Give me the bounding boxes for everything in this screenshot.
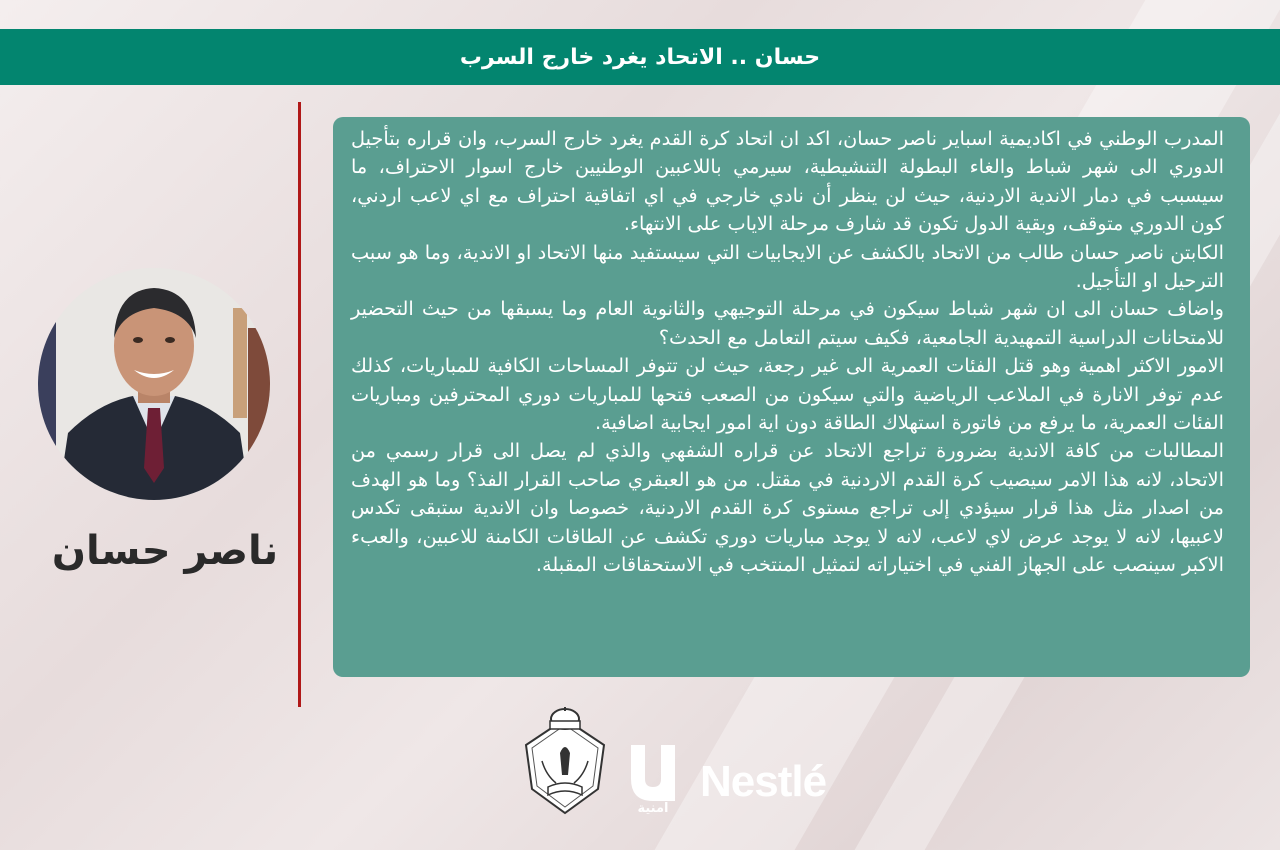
umniah-u-icon — [625, 745, 681, 801]
person-name: ناصر حسان — [51, 528, 279, 574]
portrait-photo — [38, 268, 270, 500]
article-paragraph: الكابتن ناصر حسان طالب من الاتحاد بالكشف عن الايجابيات التي سيستفيد منها الاتحاد او الاندية، وما هو سبب الترحيل او التأجيل. — [351, 240, 1224, 293]
article-paragraph: الامور الاكثر اهمية وهو قتل الفئات العمرية الى غير رجعة، حيث لن تتوفر المساحات الكافية للمباريات، كذلك عدم توفر الانارة في الملاعب الرياضية والتي سيكون من الصعب فتحها للمباريات دوري المحترفين ومباريات الفئات العمرية، ما يرفع من فاتورة استهلاك الطاقة دون اية امور ايجابية اضافية. — [351, 354, 1224, 435]
article-paragraph: المطالبات من كافة الاندية بضرورة تراجع الاتحاد عن قراره الشفهي والذي لم يصل الى قرار رسمي من الاتحاد، لانه هذا الامر سيصيب كرة القدم الاردنية في مقتل. من هو العبقري صاحب القرار الفذ؟ وما هو الهدف من اصدار مثل هذا قرار سيؤدي إلى تراجع مستوى كرة القدم الاردنية، خصوصا وان الاندية ستبقى تكدس لاعبيها، لانه لا يوجد عرض لاي لاعب، لانه لا يوجد مباريات دوري تكشف عن الطاقات الكامنة للاعبين، والعبء الاكبر سينصب على الجهاز الفني في اختياراته لتمثيل المنتخب في الاستحقاقات المقبلة. — [351, 439, 1224, 577]
page-title: حسان .. الاتحاد يغرد خارج السرب — [459, 44, 821, 70]
nestle-logo: Nestlé — [700, 757, 827, 806]
article-box — [333, 117, 1250, 677]
article-paragraph: واضاف حسان الى ان شهر شباط سيكون في مرحلة التوجيهي والثانوية العام وما يسبقها من حيث التحضير للامتحانات الدراسية التمهيدية الجامعية، فكيف سيتم التعامل مع الحدث؟ — [351, 297, 1224, 349]
article-paragraph: المدرب الوطني في اكاديمية اسباير ناصر حسان، اكد ان اتحاد كرة القدم يغرد خارج السرب، وان قراره بتأجيل الدوري الى شهر شباط والغاء البطولة التنشيطية، سيرمي باللاعبين الوطنيين خارج اسوار الاحتراف، ما سيسبب في دمار الاندية الاردنية، حيث لن ينظر أن نادي خارجي في اي اتفاقية احتراف مع اي لاعب اردني، كون الدوري متوقف، وبقية الدول تكون قد شارف مرحلة الاياب على الانتهاء. — [351, 127, 1224, 236]
header-bar — [0, 29, 1280, 85]
school-crest-icon — [520, 705, 610, 817]
vertical-divider — [298, 102, 301, 707]
umniah-label: امنية — [637, 801, 669, 816]
sponsor-logos — [520, 705, 840, 820]
portrait-icon — [38, 268, 270, 500]
